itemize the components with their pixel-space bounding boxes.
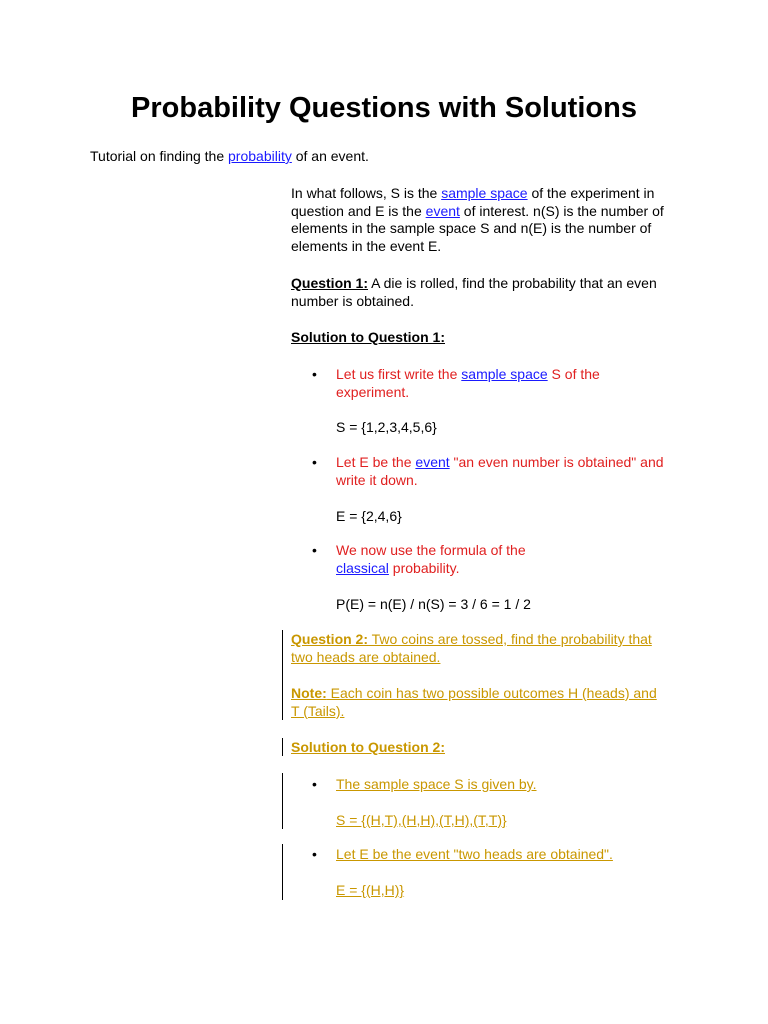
question-1: Question 1: A die is rolled, find the probability that an even number is obtained. xyxy=(291,275,657,309)
bullet-icon: • xyxy=(312,776,317,792)
bullet-icon: • xyxy=(312,366,317,382)
change-bar xyxy=(282,738,283,756)
question-1-label: Question 1: xyxy=(291,275,369,291)
question-2: Question 2: Two coins are tossed, find the probability that two heads are obtained. xyxy=(291,631,652,665)
formula-e: E = {2,4,6} xyxy=(336,508,402,524)
formula-s: S = {1,2,3,4,5,6} xyxy=(336,419,437,435)
bullet-icon: • xyxy=(312,542,317,558)
probability-link[interactable]: probability xyxy=(228,148,292,164)
event-link[interactable]: event xyxy=(425,202,460,219)
classical-link[interactable]: classical xyxy=(336,559,389,576)
formula-s2: S = {(H,T),(H,H),(T,H),(T,T)} xyxy=(336,812,507,828)
formula-e2: E = {(H,H)} xyxy=(336,882,405,898)
bullet-icon: • xyxy=(312,846,317,862)
note-label: Note: xyxy=(291,685,327,701)
intro-paragraph: Tutorial on finding the probability of an event. xyxy=(90,148,369,164)
solution-1-heading: Solution to Question 1: xyxy=(291,329,445,345)
question-2-label: Question 2: xyxy=(291,631,369,647)
event-link-2[interactable]: event xyxy=(415,454,450,470)
change-bar xyxy=(282,844,283,900)
sample-space-link[interactable]: sample space xyxy=(441,185,528,201)
bullet-icon: • xyxy=(312,454,317,470)
solution-2-heading: Solution to Question 2: xyxy=(291,739,445,755)
change-bar xyxy=(282,630,283,720)
formula-pe: P(E) = n(E) / n(S) = 3 / 6 = 1 / 2 xyxy=(336,596,531,612)
change-bar xyxy=(282,773,283,829)
sample-space-link-2[interactable]: sample space xyxy=(461,366,548,382)
definitions-paragraph: In what follows, S is the sample space of the experiment in question and E is the event of interest. n(S) is the number of elements in the sample space S and n(E) is the number of elements in the event E. xyxy=(291,185,664,254)
question-2-note: Note: Each coin has two possible outcomes H (heads) and T (Tails). xyxy=(291,685,657,719)
page-title: Probability Questions with Solutions xyxy=(131,92,637,124)
